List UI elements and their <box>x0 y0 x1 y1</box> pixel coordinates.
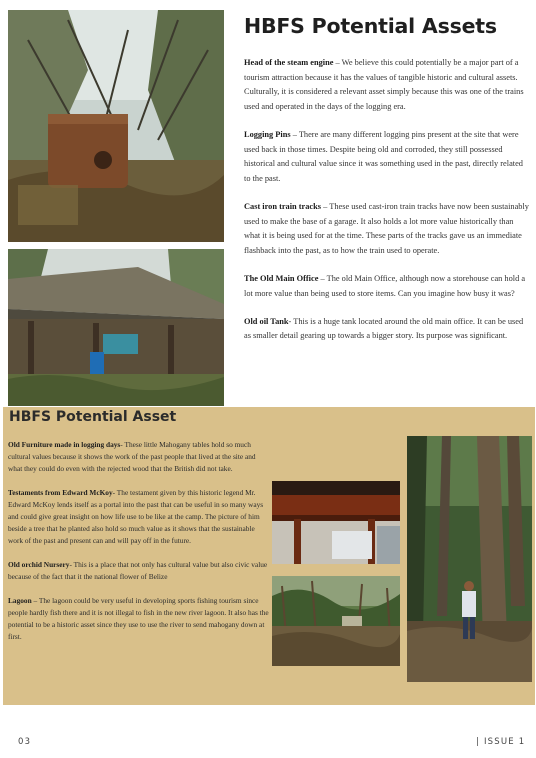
item-body: These little Mahogany tables hold so much cultural values because it shows the work of the past people that lived at the site and what they could do even with the rejected wood that the British did not take. <box>8 440 256 474</box>
item-heading: Old Furniture made in logging days <box>8 440 121 449</box>
panel-title: HBFS Potential Asset <box>9 409 177 425</box>
asset-body: This is a huge tank located around the old main office. It can be used as smaller detail gearing up towards a bigger story. Its purpose was significant. <box>244 316 524 341</box>
item-body: The lagoon could be very useful in developing sports fishing tourism since people hardly fish there and it is not illegal to fish in the new river lagoon. It also has the potential to be a historic asset since they use to use the river to send mahogany down at first. <box>8 596 269 642</box>
item-heading: Old orchid Nursery <box>8 560 70 570</box>
page-title: HBFS Potential Assets <box>244 14 497 38</box>
orchid-nursery-photo <box>272 576 400 666</box>
panel-item-nursery: Old orchid Nursery- This is a place that not only has cultural value but also civic value because of the fact that it the national flower of Belize <box>8 560 268 582</box>
mahogany-table-photo <box>272 481 400 564</box>
asset-heading: Head of the steam engine <box>244 58 334 67</box>
asset-heading: Old oil Tank <box>244 316 289 326</box>
asset-body: These used cast-iron train tracks have now been sustainably used to make the base of a garage. It also holds a lot more value historically than what it is being used for at the time. These parts of the tracks gave us an immediate flashback into the past, as to how the train used to operate. <box>244 201 529 255</box>
asset-oil-tank: Old oil Tank- This is a huge tank located around the old main office. It can be used as smaller detail gearing up towards a bigger story. Its purpose was significant. <box>244 316 524 341</box>
item-body: This is a place that not only has cultural value but also civic value because of the fact that it the national flower of Belize <box>8 560 268 582</box>
oil-tank-photo <box>8 10 224 242</box>
asset-heading: The Old Main Office <box>244 273 319 283</box>
item-body: The testament given by this historic legend Mr. Edward McKoy lends itself as a portal into the past that can be useful in so many ways and could give great insight on how life use to be like at the camp. The picture of him beside a tree that he planted also hold so much value as it shows that the sustainable work of the past and present can and will pay off in the future. <box>8 487 264 546</box>
asset-heading: Cast iron train tracks <box>244 201 322 211</box>
page-number: 03 <box>18 737 32 747</box>
item-heading: Lagoon <box>8 596 32 605</box>
shed-photo <box>8 249 224 406</box>
potential-asset-panel <box>3 407 535 705</box>
panel-item-furniture: Old Furniture made in logging days- These little Mahogany tables hold so much cultural values because it shows the work of the past people that lived at the site and what they could do even with the rejected wood that the British did not take. <box>8 440 256 474</box>
asset-heading: Logging Pins <box>244 129 291 139</box>
asset-train-tracks: Cast iron train tracks – These used cast-iron train tracks have now been sustainably used to make the base of a garage. It also holds a lot more value historically than what it is being used for at the time. These parts of the tracks gave us an immediate flashback into the past, as to how the train used to operate. <box>244 201 529 255</box>
asset-logging-pins: Logging Pins – There are many different logging pins present at the site that were used back in those times. Despite being old and corroded, they still possessed historical and cultural value since it was something used in the past, directly related to the past. <box>244 129 523 183</box>
assets-list <box>244 56 531 357</box>
issue-label: | ISSUE 1 <box>476 737 526 747</box>
panel-items <box>8 439 270 655</box>
item-heading: Testaments from Edward McKoy <box>8 487 113 497</box>
asset-steam-engine: Head of the steam engine – We believe this could potentially be a major part of a tourism attraction because it has the values of tangible historic and cultural assets. Culturally, it is considered a relevant asset simply because this was one of the trains used and operated in the days of the logging era. <box>244 58 524 111</box>
asset-body: We believe this could potentially be a major part of a tourism attraction because it has the values of tangible historic and cultural assets. Culturally, it is considered a relevant asset simply because this was one of the trains used and operated in the days of the logging era. <box>244 58 524 111</box>
asset-main-office: The Old Main Office – The old Main Office, although now a storehouse can hold a lot more value than being used to store items. Can you imagine how busy it was? <box>244 273 526 298</box>
panel-item-testaments: Testaments from Edward McKoy- The testament given by this historic legend Mr. Edward McKoy lends itself as a portal into the past that can be useful in so many ways and could give great insight on how life use to be like at the camp. The picture of him beside a tree that he planted also hold so much value as it shows that the sustainable work of the past and present can and will pay off in the future. <box>8 487 264 546</box>
edward-mckoy-tree-photo <box>407 436 532 682</box>
asset-body: The old Main Office, although now a storehouse can hold a lot more value than being used to store items. Can you imagine how busy it was? <box>244 273 526 298</box>
asset-body: There are many different logging pins present at the site that were used back in those times. Despite being old and corroded, they still possessed historical and cultural value since it was something used in the past, directly related to the past. <box>244 129 523 183</box>
panel-item-lagoon: Lagoon – The lagoon could be very useful in developing sports fishing tourism since people hardly fish there and it is not illegal to fish in the new river lagoon. It also has the potential to be a historic asset since they use to use the river to send mahogany down at first. <box>8 596 269 642</box>
